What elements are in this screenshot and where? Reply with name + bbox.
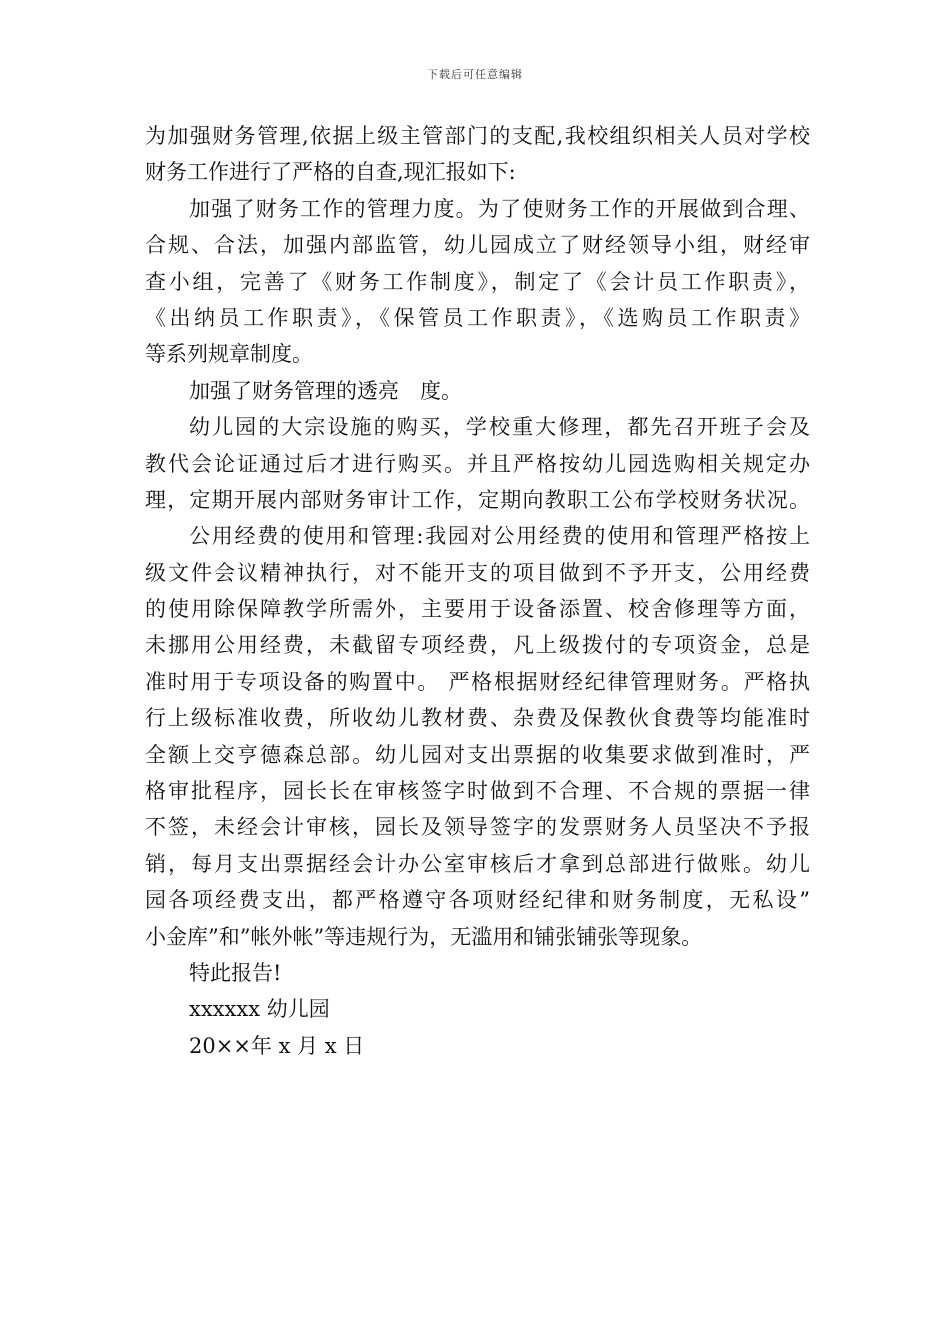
text-line: 的使用除保障教学所需外，主要用于设备添置、校舍修理等方面， [145,597,810,622]
paragraph-start-line: 加强了财务工作的管理力度。为了使财务工作的开展做到合理、 [189,196,810,221]
text-line: 小金库”和”帐外帐”等违规行为，无滥用和铺张铺张等现象。 [145,924,703,949]
text-line: 财务工作进行了严格的自查,现汇报如下: [145,160,516,185]
text-line: 《出纳员工作职责》，《保管员工作职责》，《选购员工作职责》 [145,305,810,330]
text-line: 准时用于专项设备的购置中。 严格根据财经纪律管理财务。严格执 [145,669,810,694]
text-line: 销，每月支出票据经会计办公室审核后才拿到总部进行做账。幼儿 [145,851,810,876]
paragraph-start-line: 公用经费的使用和管理:我园对公用经费的使用和管理严格按上 [189,524,810,549]
text-line: 未挪用公用经费，未截留专项经费，凡上级拨付的专项资金，总是 [145,633,810,658]
text-line: 等系列规章制度。 [145,342,313,367]
text-line: 不签，未经会计审核，园长及领导签字的发票财务人员坚决不予报 [145,815,810,840]
text-line: 教代会论证通过后才进行购买。并且严格按幼儿园选购相关规定办 [145,451,810,476]
text-line: 行上级标准收费，所收幼儿教材费、杂费及保教伙食费等均能准时 [145,706,810,731]
header-note: 下载后可任意编辑 [427,68,523,81]
signature-date: 20××年 x 月 x 日 [189,1033,365,1058]
text-line: 园各项经费支出，都严格遵守各项财经纪律和财务制度，无私设” [145,888,810,913]
text-line: 理，定期开展内部财务审计工作，定期向教职工公布学校财务状况。 [145,487,810,512]
paragraph-start-line: 加强了财务管理的透亮 度。 [189,378,462,403]
document-body [145,118,810,1064]
text-line: 合规、合法，加强内部监管，幼儿园成立了财经领导小组，财经审 [145,233,810,258]
text-line: 级文件会议精神执行，对不能开支的项目做到不予开支，公用经费 [145,560,810,585]
text-line: 为加强财务管理,依据上级主管部门的支配,我校组织相关人员对学校 [145,124,810,148]
text-line: 查小组，完善了《财务工作制度》，制定了《会计员工作职责》， [145,269,810,294]
signature-org: xxxxxx 幼儿园 [189,997,330,1022]
closing-line: 特此报告! [189,960,282,985]
text-line: 格审批程序，园长长在审核签字时做到不合理、不合规的票据一律 [145,779,810,804]
text-line: 全额上交亨德森总部。幼儿园对支出票据的收集要求做到准时，严 [145,742,810,767]
paragraph-start-line: 幼儿园的大宗设施的购买，学校重大修理，都先召开班子会及 [189,415,810,440]
